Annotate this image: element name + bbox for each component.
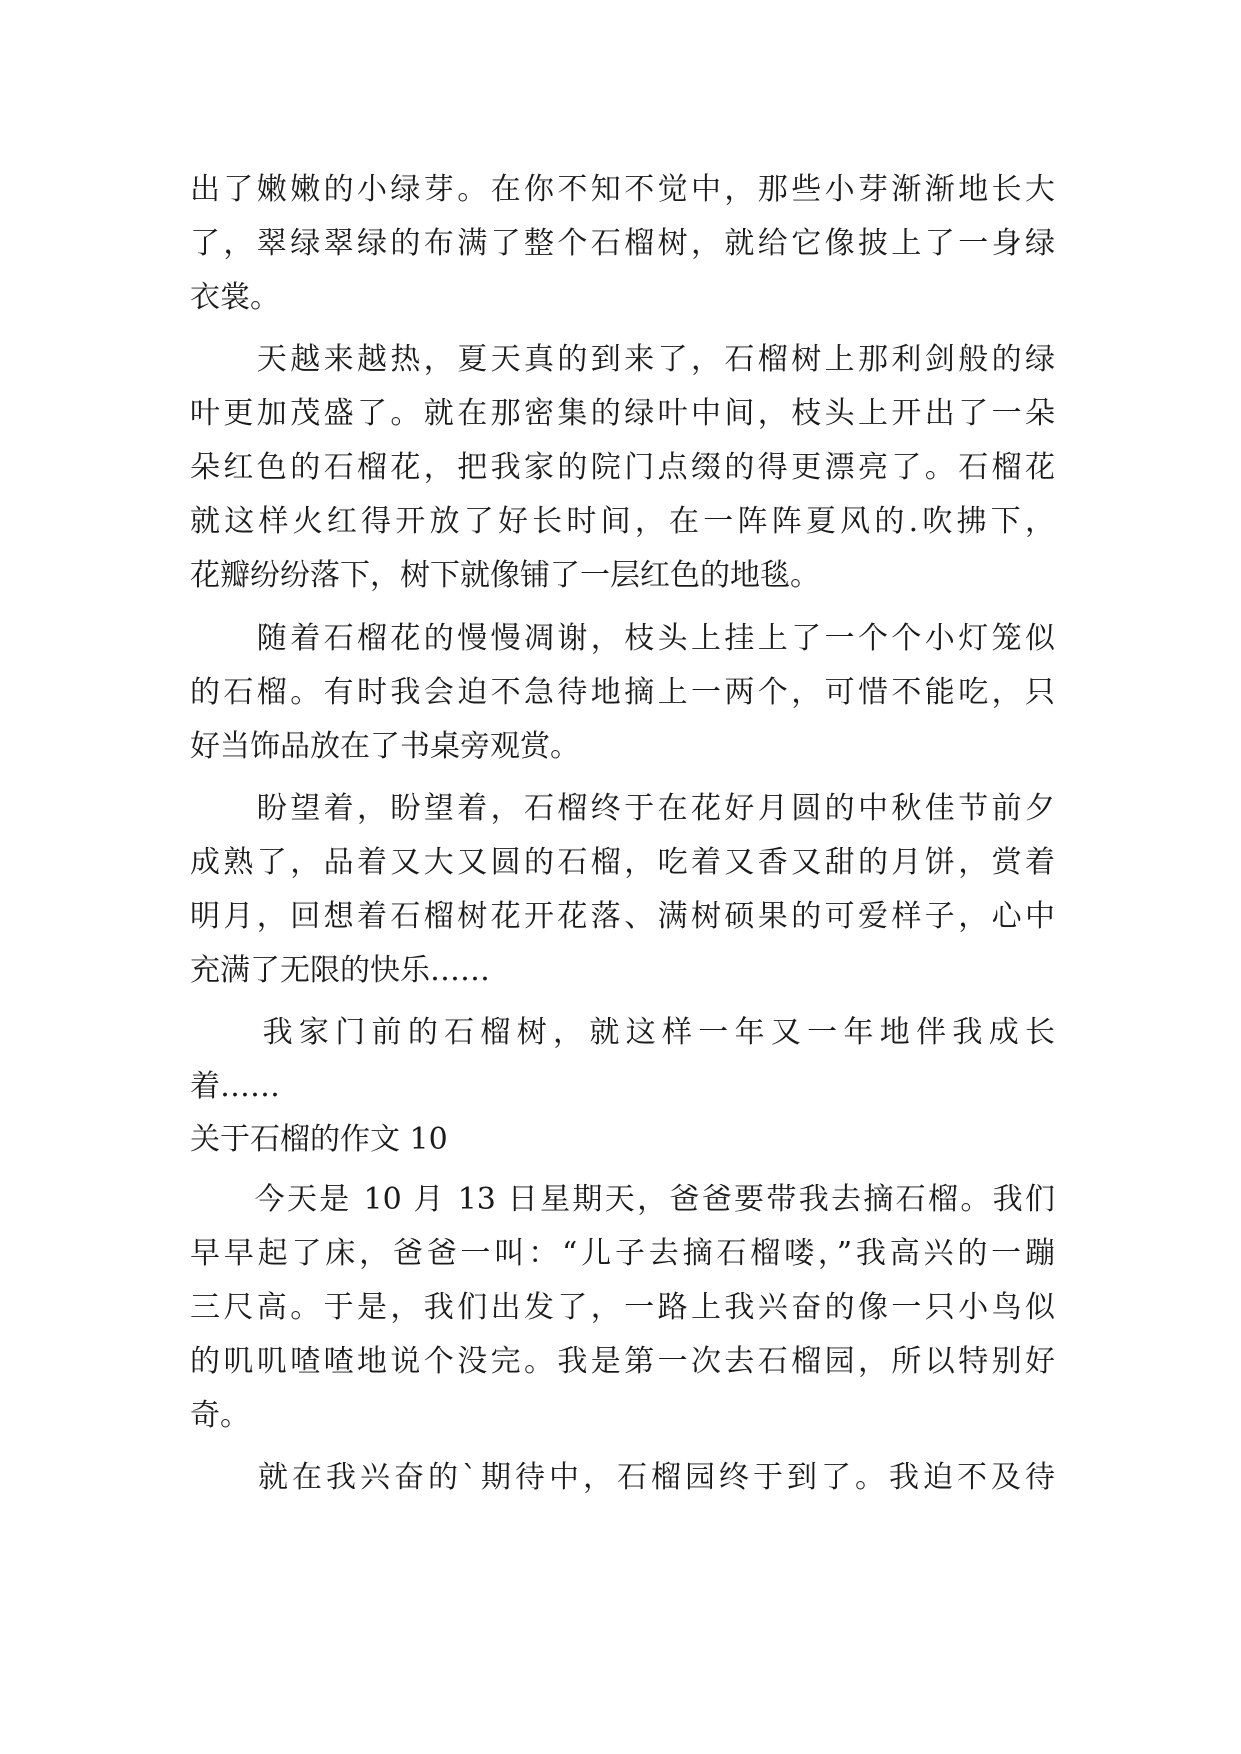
text-line: 奇。 xyxy=(190,1398,250,1433)
text-line: 今天是 10 月 13 日星期天，爸爸要带我去摘石榴。我们 xyxy=(190,1182,1055,1217)
text-line: 朵红色的石榴花，把我家的院门点缀的得更漂亮了。石榴花 xyxy=(190,450,1055,485)
text-line: 花瓣纷纷落下，树下就像铺了一层红色的地毯。 xyxy=(190,558,820,593)
text-line: 就这样火红得开放了好长时间，在一阵阵夏风的.吹拂下， xyxy=(190,504,1055,539)
text-line: 随着石榴花的慢慢凋谢，枝头上挂上了一个个小灯笼似 xyxy=(190,621,1055,656)
text-line: 出了嫩嫩的小绿芽。在你不知不觉中，那些小芽渐渐地长大 xyxy=(190,172,1055,207)
section-heading: 关于石榴的作文 10 xyxy=(190,1122,448,1157)
text-line: 成熟了，品着又大又圆的石榴，吃着又香又甜的月饼，赏着 xyxy=(190,845,1055,880)
text-line: 好当饰品放在了书桌旁观赏。 xyxy=(190,729,580,764)
text-line: 三尺高。于是，我们出发了，一路上我兴奋的像一只小鸟似 xyxy=(190,1290,1055,1325)
text-line: 了，翠绿翠绿的布满了整个石榴树，就给它像披上了一身绿 xyxy=(190,226,1055,261)
text-line: 衣裳。 xyxy=(190,280,280,315)
text-line: 明月，回想着石榴树花开花落、满树硕果的可爱样子，心中 xyxy=(190,899,1055,934)
text-line: 的石榴。有时我会迫不急待地摘上一两个，可惜不能吃，只 xyxy=(190,675,1055,710)
text-line: 叶更加茂盛了。就在那密集的绿叶中间，枝头上开出了一朵 xyxy=(190,396,1055,431)
text-line: 天越来越热，夏天真的到来了，石榴树上那利剑般的绿 xyxy=(190,342,1055,377)
text-line: 着…… xyxy=(190,1069,280,1104)
text-line: 盼望着，盼望着，石榴终于在花好月圆的中秋佳节前夕 xyxy=(190,791,1055,826)
text-line: 充满了无限的快乐…… xyxy=(190,953,490,988)
text-line: 就在我兴奋的`期待中，石榴园终于到了。我迫不及待 xyxy=(190,1460,1055,1495)
text-line: 早早起了床，爸爸一叫：“儿子去摘石榴喽，”我高兴的一蹦 xyxy=(190,1236,1055,1271)
text-line: 我家门前的石榴树，就这样一年又一年地伴我成长 xyxy=(190,1015,1055,1050)
text-line: 的叽叽喳喳地说个没完。我是第一次去石榴园，所以特别好 xyxy=(190,1344,1055,1379)
